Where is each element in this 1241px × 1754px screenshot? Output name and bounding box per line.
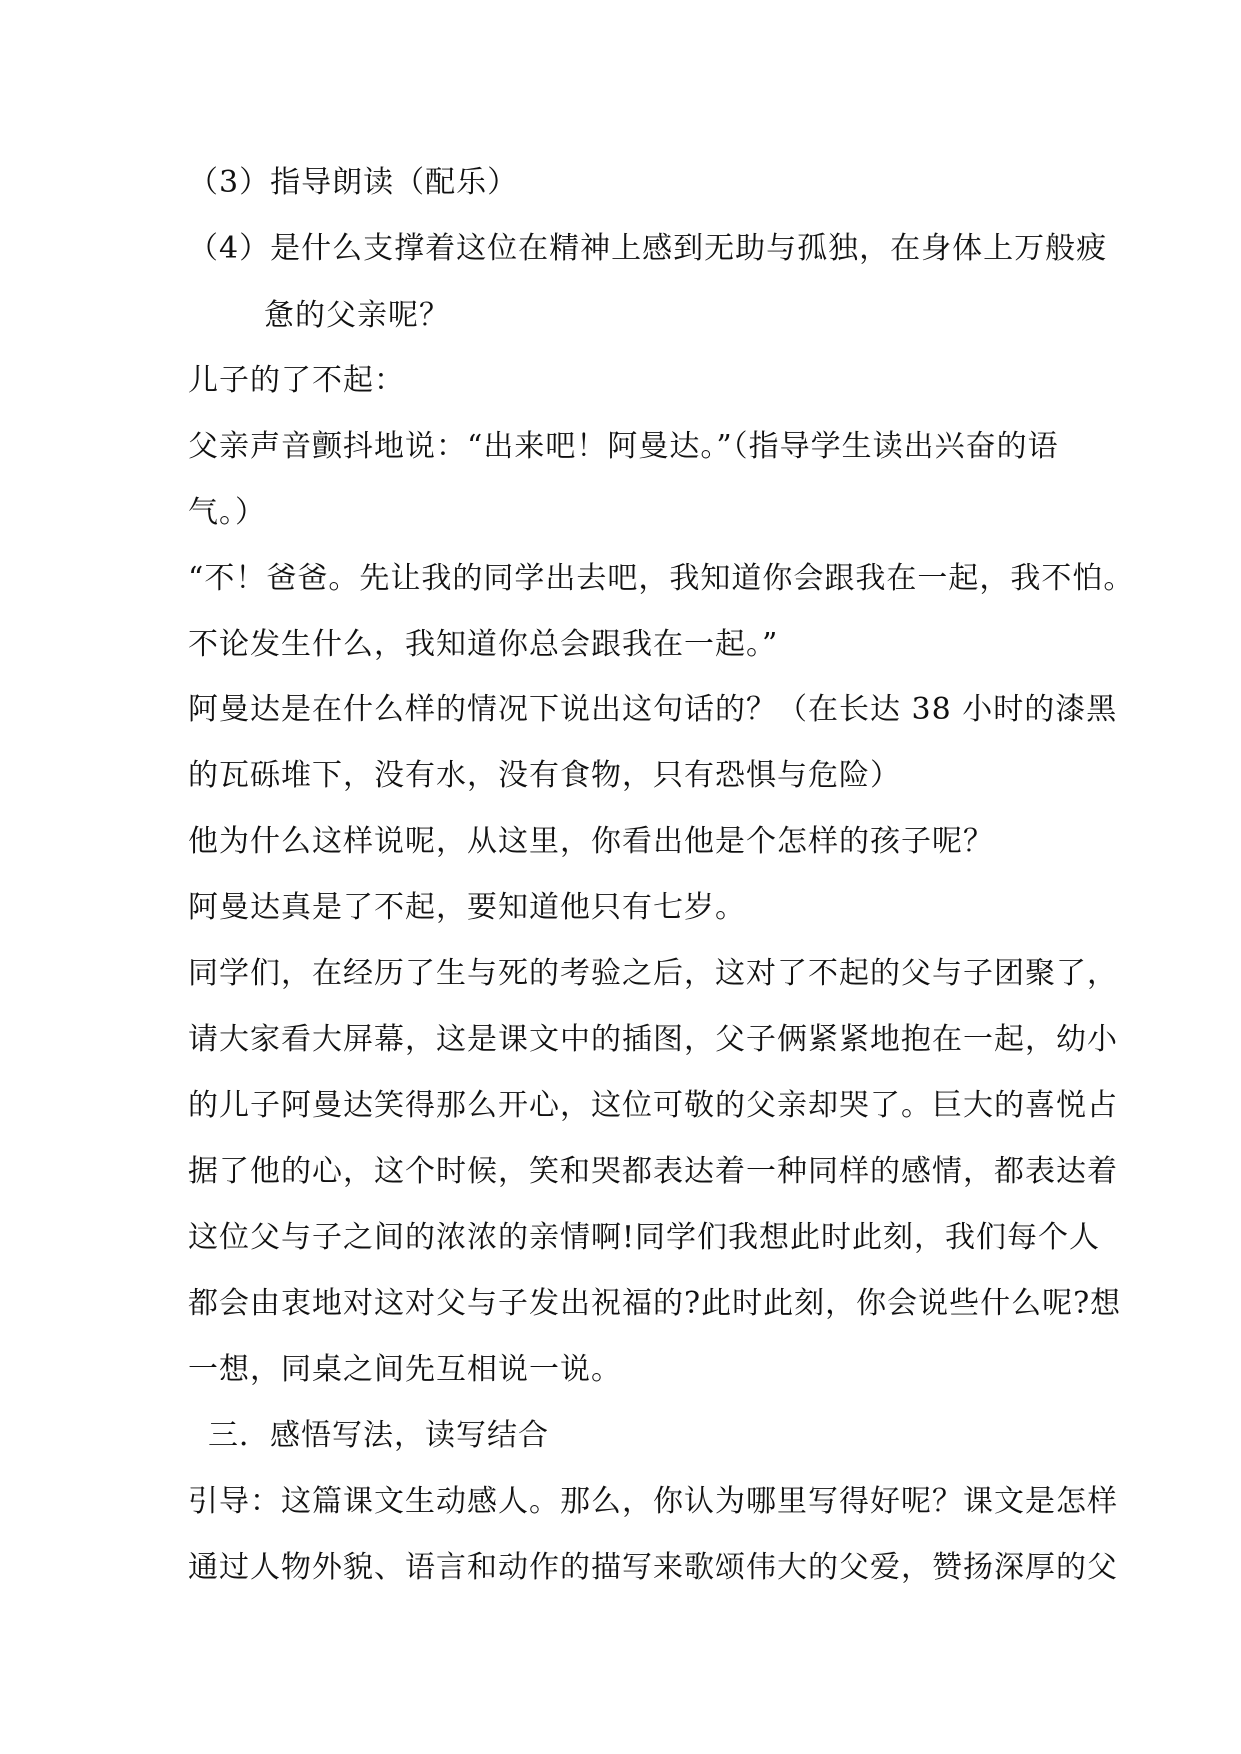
text-line: 儿子的了不起： bbox=[188, 363, 405, 398]
text-line: 引导：这篇课文生动感人。那么，你认为哪里写得好呢？课文是怎样 bbox=[188, 1484, 1118, 1519]
text-line: 通过人物外貌、语言和动作的描写来歌颂伟大的父爱，赞扬深厚的父 bbox=[188, 1550, 1118, 1585]
text-line: 惫的父亲呢？ bbox=[264, 298, 450, 333]
text-line: 的儿子阿曼达笑得那么开心，这位可敬的父亲却哭了。巨大的喜悦占 bbox=[188, 1088, 1118, 1123]
text-line: 父亲声音颤抖地说：“出来吧！阿曼达。”（指导学生读出兴奋的语 bbox=[188, 429, 1059, 464]
text-line: 阿曼达真是了不起，要知道他只有七岁。 bbox=[188, 890, 746, 925]
text-line: 同学们，在经历了生与死的考验之后，这对了不起的父与子团聚了， bbox=[188, 956, 1118, 991]
text-line: “不！爸爸。先让我的同学出去吧，我知道你会跟我在一起，我不怕。 bbox=[188, 561, 1135, 596]
text-line: 都会由衷地对这对父与子发出祝福的?此时此刻，你会说些什么呢?想 bbox=[188, 1286, 1122, 1321]
text-line: （3）指导朗读（配乐） bbox=[188, 165, 519, 200]
text-line: 阿曼达是在什么样的情况下说出这句话的？（在长达 38 小时的漆黑 bbox=[188, 692, 1118, 727]
text-line: 请大家看大屏幕，这是课文中的插图，父子俩紧紧地抱在一起，幼小 bbox=[188, 1022, 1118, 1057]
section-heading: 三．感悟写法，读写结合 bbox=[208, 1418, 549, 1453]
text-line: 一想，同桌之间先互相说一说。 bbox=[188, 1352, 622, 1387]
text-line: 气。） bbox=[188, 495, 266, 530]
text-line: 的瓦砾堆下，没有水，没有食物，只有恐惧与危险） bbox=[188, 758, 901, 793]
text-line: （4）是什么支撑着这位在精神上感到无助与孤独，在身体上万般疲 bbox=[188, 231, 1108, 266]
text-line: 据了他的心，这个时候，笑和哭都表达着一种同样的感情，都表达着 bbox=[188, 1154, 1118, 1189]
text-line: 他为什么这样说呢，从这里，你看出他是个怎样的孩子呢？ bbox=[188, 824, 994, 859]
text-line: 不论发生什么，我知道你总会跟我在一起。” bbox=[188, 627, 779, 662]
text-line: 这位父与子之间的浓浓的亲情啊!同学们我想此时此刻，我们每个人 bbox=[188, 1220, 1101, 1255]
